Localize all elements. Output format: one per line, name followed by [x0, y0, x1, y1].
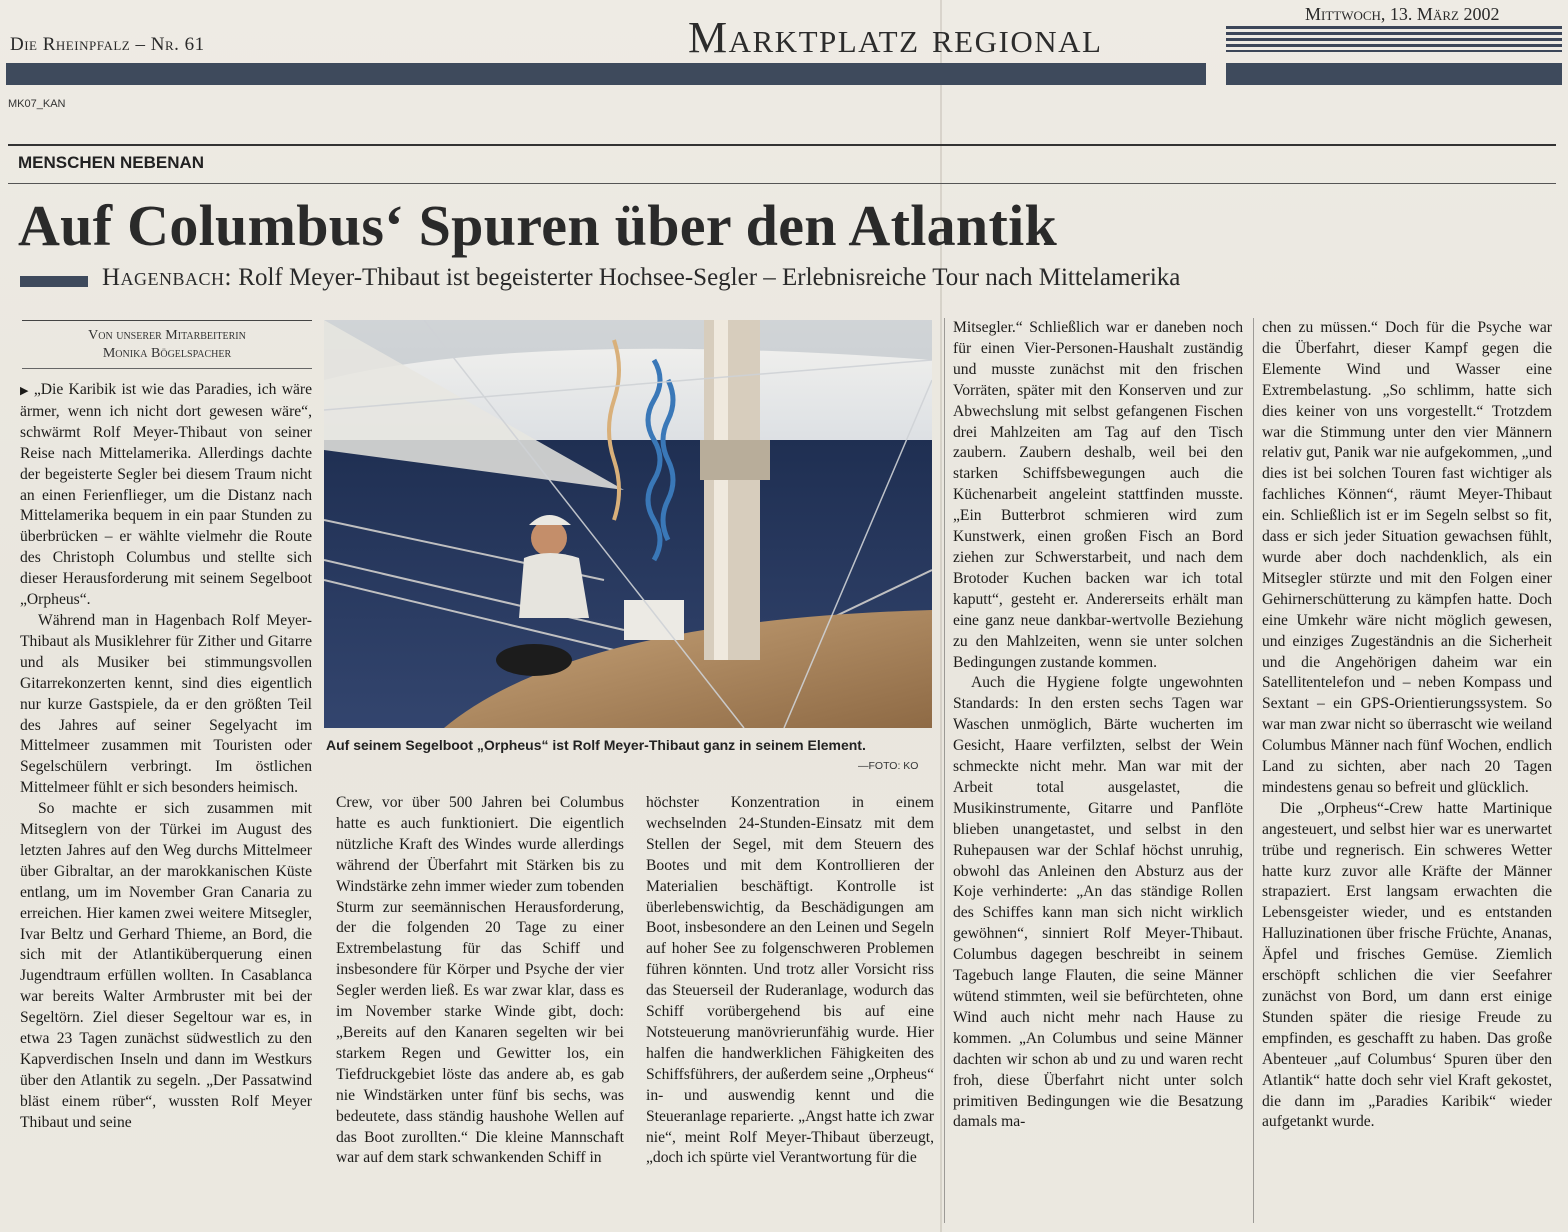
sailboat-photo-illustration — [324, 320, 932, 728]
subhead-bar — [20, 276, 88, 287]
section-title: Marktplatz regional — [688, 13, 1103, 62]
newspaper-name: Die Rheinpfalz – Nr. 61 — [10, 34, 205, 55]
kicker-box — [8, 144, 1556, 184]
masthead-bar-right — [1226, 63, 1562, 85]
article-column-4 — [953, 318, 1243, 1223]
page-code: MK07_KAN — [8, 98, 66, 110]
kicker: MENSCHEN NEBENAN — [18, 153, 205, 172]
article-column-1 — [20, 380, 312, 1220]
column-rule — [1253, 318, 1254, 1223]
article-column-2 — [336, 793, 624, 1223]
masthead-rule-lines — [1226, 26, 1562, 52]
issue-date: Mittwoch, 13. März 2002 — [1305, 4, 1500, 24]
paragraph: ▶ „Die Karibik ist wie das Paradies, ich wäre ärmer, wenn ich nicht dort gewesen wäre“, schwärmt Rolf Meyer-Thibaut von seiner Reise nach Mittelamerika. Allerdings dachte der begeisterte Segler bei diesem Traum nicht an einen Ferienflieger, um die Distanz nach Mittelamerika bequem in ein paar Stunden zu überbrücken – er wählte vielmehr die Route des Christoph Columbus und stellte sich dieser Herausforderung mit seinem Segelboot „Orpheus“. — [20, 381, 312, 609]
column-rule — [944, 318, 945, 1223]
article-column-5 — [1262, 318, 1552, 1223]
paragraph: Während man in Hagenbach Rolf Meyer-Thibaut als Musiklehrer für Zither und Gitarre und als Musiker bei stimmungsvollen Gitarrekonzerten kennt, sind dies eigentlich nur kurze Gastspiele, da er den größten Teil des Jahres auf seiner Segelyacht im Mittelmeer zusammen mit Touristen oder Segelschülern verbringt. Im östlichen Mittelmeer fühlt er sich besonders heimisch. — [20, 611, 312, 797]
byline-author: Monika Bögelspacher — [102, 346, 232, 361]
subhead-text: Rolf Meyer-Thibaut ist begeisterter Hochsee-Segler – Erlebnisreiche Tour nach Mittelamerika — [238, 264, 1181, 291]
subhead — [102, 264, 1180, 292]
subhead-location: Hagenbach: — [102, 264, 233, 291]
paragraph: Crew, vor über 500 Jahren bei Columbus hatte es auch funktioniert. Die eigentlich nützliche Kraft des Windes wurde allerdings während der Überfahrt mit Stärken bis zu Windstärke zehn immer wieder zum tobenden Sturm zur seemännischen Herausforderung, der die folgenden 20 Tage zu einer Extrembelastung für das Schiff und insbesondere für Körper und Psyche der vier Segler werden ließ. Es war zwar klar, dass es im November starke Winde gibt, doch: „Bereits auf den Kanaren segelten wir bei starkem Regen und Gewitter los, ein Tiefdruckgebiet löste das andere ab, es gab nie Windstärken unter fünf bis sechs, was bedeutete, dass ständig haushohe Wellen auf das Boot zurollten.“ Die kleine Mannschaft war auf dem stark schwankenden Schiff in — [336, 794, 624, 1167]
paragraph: höchster Konzentration in einem wechselnden 24-Stunden-Einsatz mit dem Stellen der Segel, mit dem Steuern des Bootes und mit dem Kontrollieren der Materialien beschäftigt. Kontrolle ist überlebenswichtig, da Beschädigungen am Boot, insbesondere an den Leinen und Segeln auf hoher See zu folgenschweren Problemen führen könnten. Und trotz aller Vorsicht riss das Steuerseil der Ruderanlage, wodurch das Schiff vorübergehend bis auf eine Notsteuerung manövrierunfähig wurde. Hier halfen die handwerklichen Fähigkeiten des Schiffsführers, der außerdem seine „Orpheus“ in- und auswendig kennt und die Steueranlage reparierte. „Angst hatte ich zwar nie“, meint Rolf Meyer-Thibaut überzeugt, „doch ich spürte viel Verantwortung für die — [646, 794, 934, 1167]
paragraph: Auch die Hygiene folgte ungewohnten Standards: In den ersten sechs Tagen war Waschen unmöglich, Bärte wucherten im Gesicht, Haare verfilzten, selbst der Wein schmeckte nicht mehr. Man war mit der Arbeit total ausgelastet, die Musikinstrumente, Gitarre und Panflöte blieben unangetastet, und selbst in den Ruhepausen war der Schlaf höchst unruhig, obwohl das Anleinen den Absturz aus der Koje verhinderte: „An das ständige Rollen des Schiffes kann man sich nicht wirklich gewöhnen“, sinniert Rolf Meyer-Thibaut. Columbus dagegen beschreibt in seinem Tagebuch lange Flauten, die seine Männer wütend stimmten, weil sie befürchteten, ohne Wind auch nicht mehr nach Hause zu kommen. „An Columbus und seine Männer dachten wir schon ab und zu und waren recht froh, diese Überfahrt nicht unter solch primitiven Bedingungen wie die Besatzung damals ma- — [953, 674, 1243, 1131]
photo-credit: —FOTO: KO — [858, 760, 919, 772]
paragraph: chen zu müssen.“ Doch für die Psyche war die Überfahrt, dieser Kampf gegen die Elemente Wind und Wasser eine Extrembelastung. „So schlimm, hatte sich dies keiner von uns vorgestellt.“ Trotzdem war die Stimmung unter den vier Männern relativ gut, Panik war nie aufgekommen, „und dies ist bei solchen Touren fast wichtiger als fachliches Können“, räumt Meyer-Thibaut ein. Schließlich ist er im Segeln selbst so fit, dass er sich jeder Situation gewachsen fühlt, wurde aber doch nachdenklich, als ein Mitsegler stürzte und mit den Folgen einer Gehirnerschütterung zu kämpfen hatte. Doch eine Umkehr wäre nicht möglich gewesen, und einziges Zugeständnis an die Sicherheit und die Angehörigen daheim war ein Satellitentelefon und – neben Kompass und Sextant – ein GPS-Orientierungssystem. So war man zwar nicht so überrascht wie weiland Columbus Männer nach fünf Wochen, endlich Land zu sichten, aber nach 20 Tagen mindestens genau so befreit und glücklich. — [1262, 319, 1552, 796]
article-column-3 — [646, 793, 934, 1223]
paragraph: Mitsegler.“ Schließlich war er daneben noch für einen Vier-Personen-Haushalt zuständig und musste zunächst mit den frischen Vorräten, später mit den Konserven und zur Abwechslung mit selbst gefangenen Fischen drei Mahlzeiten am Tag auf den Tisch zaubern. Zaubern deshalb, weil bei den starken Schiffsbewegungen auch die Küchenarbeit angeleint stattfinden musste. „Ein Butterbrot schmieren wird zum Kunstwerk, einen großen Fisch an Bord ziehen zur Schwerstarbeit, und nach dem Brotoder Kuchen backen war ich total kaputt“, gesteht er. Andererseits erhält man eine ganz neue dankbar-wertvolle Beziehung zu den Mahlzeiten, wenn sie unter solchen Bedingungen zustande kommen. — [953, 319, 1243, 671]
paper-fold-line — [940, 0, 942, 1232]
byline-rule — [22, 368, 312, 369]
masthead-bar-left — [6, 63, 1206, 85]
byline — [22, 320, 312, 363]
paragraph: Die „Orpheus“-Crew hatte Martinique angesteuert, und selbst hier war es unerwartet trübe und regnerisch. Ein schweres Wetter hatte kurz zuvor alle Kräfte der Männer strapaziert. Erst langsam erwachten die Lebensgeister wieder, und es entstanden Halluzinationen über frische Früchte, Ananas, Äpfel und frisches Gemüse. Ziemlich erschöpft schlichen die vier Seefahrer zunächst von Bord, um dann erst einige Stunden später die riesige Freude zu empfinden, es geschafft zu haben. Das große Abenteuer „auf Columbus‘ Spuren über den Atlantik“ hatte doch sehr viel Kraft gekostet, die dann im „Paradies Karibik“ wieder aufgetankt wurde. — [1262, 799, 1552, 1131]
byline-role: Von unserer Mitarbeiterin — [88, 328, 246, 343]
headline: Auf Columbus‘ Spuren über den Atlantik — [18, 193, 1058, 258]
triangle-marker-icon: ▶ — [20, 385, 30, 397]
article-photo — [324, 320, 932, 728]
photo-caption: Auf seinem Segelboot „Orpheus“ ist Rolf Meyer-Thibaut ganz in seinem Element. — [326, 737, 866, 753]
paragraph: So machte er sich zusammen mit Mitseglern von der Türkei im August des letzten Jahres auf den Weg durchs Mittelmeer über Gibraltar, an der marokkanischen Küste entlang, um im November Gran Canaria zu erreichen. Hier kamen zwei weitere Mitsegler, Ivar Beltz und Gerhard Thieme, an Bord, die sich mit der Atlantiküberquerung einen Jugendtraum erfüllen wollten. In Casablanca war bereits Walter Armbruster mit bei der Segeltörn. Ziel dieser Segeltour war es, in etwa 23 Tagen zunächst südwestlich zu den Kapverdischen Inseln und dann im Westkurs über den Atlantik zu segeln. „Der Passatwind bläst einem rüber“, wussten Rolf Meyer Thibaut und seine — [20, 800, 312, 1131]
